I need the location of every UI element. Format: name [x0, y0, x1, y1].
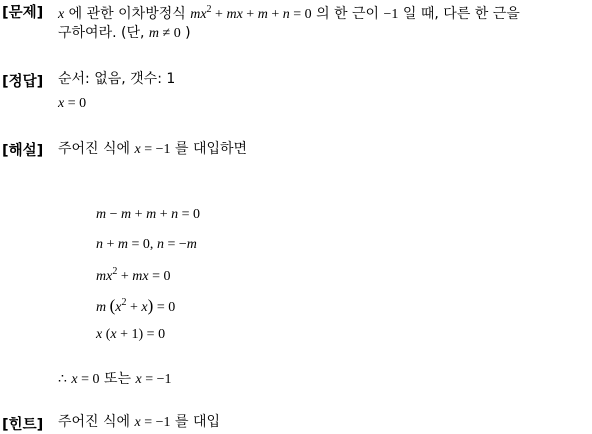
explanation-or: 또는 [103, 371, 132, 387]
problem-text-4: 구하여라. (단, [58, 25, 145, 41]
problem-text-5: ) [185, 25, 191, 41]
math-answer: x = 0 [58, 96, 87, 111]
math-equation: $mx^2$ + mx + m + n = 0 [190, 4, 312, 22]
explanation-text-2: 를 대입하면 [175, 141, 248, 157]
math-substitution: x = −1 [134, 142, 171, 157]
problem-line-2 [58, 24, 191, 43]
explanation-tag: [해설] [2, 143, 44, 159]
problem-text-3: 일 때, 다른 한 근을 [402, 6, 520, 22]
problem-tag: [문제] [2, 5, 44, 21]
math-condition: m ≠ 0 [148, 26, 181, 41]
hint-tag: [힌트] [2, 417, 44, 433]
hint-line [58, 413, 220, 432]
answer-tag: [정답] [2, 74, 44, 90]
math-root: −1 [383, 7, 399, 22]
answer-line-1: 순서: 없음, 갯수: 1 [58, 71, 176, 87]
hint-text-1: 주어진 식에 [58, 414, 131, 430]
equation-step-3: $mx^2$ + mx = 0 [96, 266, 171, 284]
problem-text-1: 에 관한 이차방정식 [68, 6, 186, 22]
math-root-a: x = 0 [71, 372, 100, 387]
equation-step-2: n + m = 0, n = −m [96, 237, 197, 252]
equation-step-5: x (x + 1) = 0 [96, 327, 166, 342]
explanation-intro [58, 140, 247, 159]
explanation-conclusion [58, 370, 171, 389]
hint-text-2: 를 대입 [175, 414, 221, 430]
equation-step-1: m − m + m + n = 0 [96, 207, 200, 222]
problem-text-2: 의 한 근이 [316, 6, 380, 22]
therefore-symbol: ∴ [58, 372, 67, 387]
equation-step-4: m $(x^2 + x) = 0$ [96, 296, 176, 315]
explanation-text-1: 주어진 식에 [58, 141, 131, 157]
math-root-b: x = −1 [135, 372, 172, 387]
math-x: x [58, 7, 65, 22]
math-hint: x = −1 [134, 415, 171, 430]
problem-line-1 [58, 1, 520, 24]
answer-line-2 [58, 94, 86, 113]
